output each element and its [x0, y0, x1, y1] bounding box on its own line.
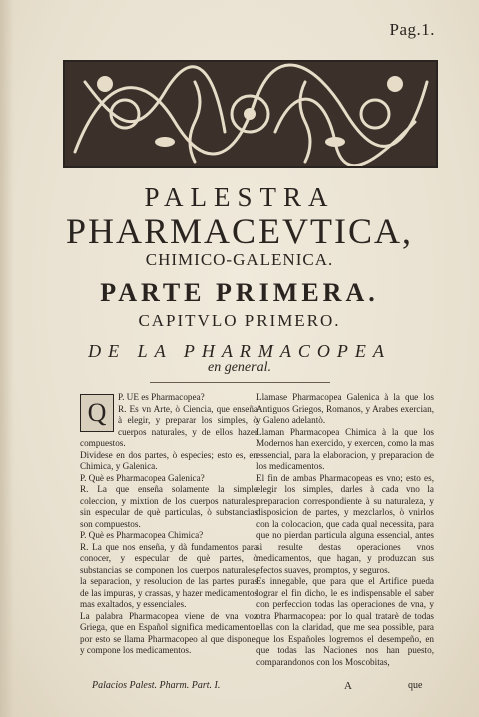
title-en-general: en general. — [208, 360, 271, 375]
footer-catchline: Palacios Palest. Pharm. Part. I. — [92, 680, 221, 691]
signature-mark: A — [344, 680, 352, 692]
paragraph: P. UE es Pharmacopea? — [118, 392, 205, 402]
title-parte-primera: PARTE PRIMERA. — [100, 278, 379, 307]
catchword: que — [408, 680, 423, 691]
paragraph: P. Què es Pharmacopea Galenica? — [80, 472, 205, 483]
paragraph: La palabra Pharmacopea viene de vna voz Griega, que en Español significa medicamento: por esto se llama Pharmacopeo al que dispone, y compone los medicamentos. — [80, 610, 258, 655]
paragraph: Es innegable, que para que el Artifice pueda lograr el fin dicho, le es indispensable el saber con perfeccion todas las operaciones de vna, y otra Pharmacopea: por lo qual tratarè de todas ellas con la claridad, que me sea possible, para que los Españoles logremos el desempeño, en que todas las Naciones nos han puesto, comparandonos con los Moscobitas, — [256, 576, 434, 667]
paragraph: P. Què es Pharmacopea Chimica? — [80, 530, 204, 540]
title-palestra: PALESTRA — [144, 182, 335, 212]
page-number: Pag.1. — [389, 20, 435, 39]
headpiece-engraving — [65, 62, 436, 166]
left-text-column — [80, 392, 258, 657]
drop-cap: Q — [80, 394, 114, 432]
title-capitulo-primero: CAPITVLO PRIMERO. — [138, 311, 341, 330]
title-de-la-pharmacopea: DE LA PHARMACOPEA — [88, 341, 391, 361]
paragraph: R. La que nos enseña, y dà fundamentos para conocer, y especular de què partes, ò substancias se componen los cuerpos naturales, la separacion, y resolucion de las partes puras de las impuras, y crassas, y hazer medicamentos mas exaltados, y essenciales. — [80, 541, 258, 609]
paragraph: El fin de ambas Pharmacopeas es vno; esto es, elegir los simples, darles à cada vno la preparacion correspondiente à su naturaleza, y disposicion de partes, y mezclarlos, ò vnirlos con la colocacion, que cada qual necessita, para que no pierdan particula alguna essencial, antes sì resulte destas operaciones vnos medicamentos, que hagan, y produzcan sus efectos suaves, promptos, y seguros. — [256, 472, 434, 575]
paragraph: Llamase Pharmacopea Galenica à la que los Antiguos Griegos, Romanos, y Arabes exercian, y Galeno adelantò. — [256, 392, 434, 425]
title-chimico-galenica: CHIMICO-GALENICA. — [145, 250, 334, 269]
paragraph: R. Es vn Arte, ò Ciencia, que enseña à elegir, y preparar los simples, ò cuerpos naturales, y de ellos hazer compuestos. — [80, 403, 258, 448]
paragraph: Dividese en dos partes, ò especies; esto es, en Chimica, y Galenica. — [80, 449, 258, 471]
paragraph: Llaman Pharmacopea Chimica à la que los Modernos han exercido, y exercen, como la mas essencial, para la elaboracion, y preparacion de los medicamentos. — [256, 426, 434, 471]
paragraph: R. La que enseña solamente la simple coleccion, y mixtion de los cuerpos naturales, sin especular de què particulas, ò substancias son compuestos. — [80, 484, 258, 529]
right-text-column — [256, 392, 434, 668]
ornamental-headpiece — [63, 60, 438, 168]
title-pharmaceutica: PHARMACEVTICA, — [65, 211, 414, 251]
divider-rule — [150, 382, 330, 383]
